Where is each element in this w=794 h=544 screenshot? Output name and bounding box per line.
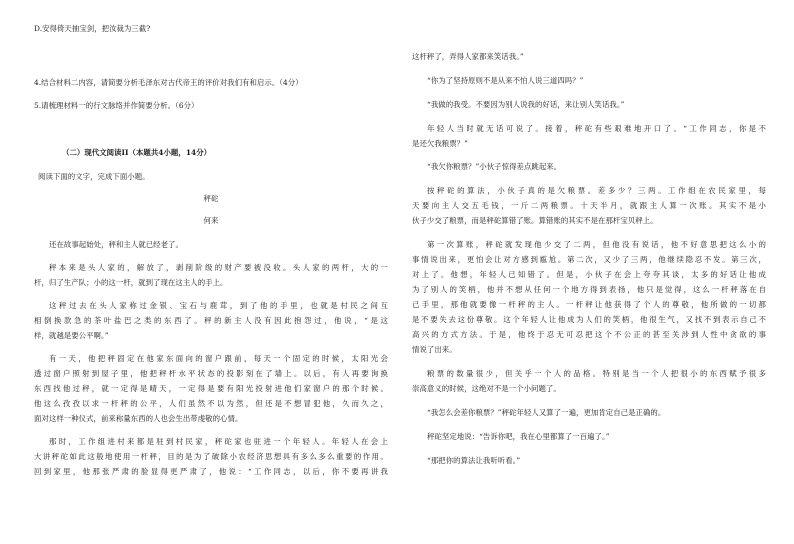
story-title: 秤砣 (203, 194, 219, 203)
paragraph-line: 东西找他过秤，就一定得是晴天，一定得是要有阳光投射进他们家窗户的那个时候。 (34, 384, 388, 393)
question-4: 4.结合材料二内容，请简要分析毛泽东对古代帝王的评价对我们有和启示。（4分） (34, 78, 303, 87)
paragraph-line: 回到家里，他那张严肃的脸显得更严肃了，他说：“工作同志，以后，你不要再讲我 (34, 467, 388, 476)
paragraph-line: 相倒换款急的茶叶盐巴之类的东西了。秤的新主人没有因此抱怨过，他说，“是这 (34, 316, 388, 325)
paragraph-line: 按秤砣的算法，小伙子真的是欠粮票。差多少？三两。工作组在农民家里，每 (427, 186, 766, 195)
paragraph-line: “你为了坚持原则不是从来不怕人说三道四吗？” (427, 76, 584, 85)
paragraph-line: 对上了。他想，年轻人已知错了。但是，小伙子在会上夸夸其谈，太多的好话让他成 (412, 270, 766, 279)
question-option-d: D.安得倚天抽宝剑，把汝裁为三截? (34, 24, 151, 33)
paragraph-line: 还在故事起始处，秤和主人就已经老了。 (49, 240, 183, 249)
paragraph-line: 杆，归了生产队；小的这一杆，就到了现在这主人的手上。 (34, 278, 228, 287)
paragraph-line: 大讲秤砣如此这般地使用一杆秤，目的是为了破除小农经济思想具有多么多么重要的作用。 (34, 452, 388, 461)
paragraph-line: 他这么孜孜以求一杆秤的公平，人们虽然不以为然，但还是不想冒犯他，久而久之， (34, 399, 388, 408)
paragraph-line: “我欠你粮票？”小伙子惊得差点跳起来。 (427, 162, 562, 171)
paragraph-line: 是不要失去这份尊敬。这个年轻人让他成为人们的笑柄，他很生气，又找不到表示自己不 (412, 315, 766, 324)
paragraph-line: 己手里，那他就要像一杆秤的主人。一杆秤让他获得了个人的尊敬，他所做的一切都 (412, 300, 766, 309)
paragraph-line: “我做的我受。不要因为别人说我的好话，来让别人笑话我。” (427, 100, 625, 109)
paragraph-line: 透过窗户照射到屋子里，他把秤杆水平状态的投影刻在了墙上。以后，有人再要询换 (34, 369, 388, 378)
paragraph-line: 秤本来是头人家的，解放了，剥削阶级的财产要被没收。头人家的两杆，大的一 (49, 263, 388, 272)
paragraph-line: 崇高意义的时候，这绝对不是一个小问题了。 (412, 384, 561, 393)
paragraph-line: 样，就越是要公平啊。” (34, 331, 109, 340)
paragraph-line: 这秤过去在头人家称过金银、宝石与鹿茸，到了他的手里，也就是村民之间互 (49, 301, 388, 310)
paragraph-line: 天要向主人交五毛钱，一斤二两粮票。十天半月，就跟主人算一次账。其实不是小 (412, 201, 766, 210)
paragraph-line: 年轻人当时就无话可说了。接着，秤砣有些艰难地开口了。“工作同志，你是不 (427, 124, 766, 133)
reading-instruction: 阅读下面的文字，完成下面小题。 (38, 172, 150, 181)
paragraph-line: 秤砣坚定地说：“告诉你吧，我在心里都算了一百遍了。” (427, 432, 610, 441)
paragraph-line: 这杆秤了，弄得人家都来笑话我。” (412, 52, 524, 61)
paragraph-line: “我怎么会差你粮票？”秤砣年轻人又算了一遍，更加肯定自己是正确的。 (427, 408, 666, 417)
paragraph-line: 情说了出来。 (412, 345, 457, 354)
paragraph-line: 面对这样一种仪式，前来称量东西的人也会生出带虔敬的心情。 (34, 414, 243, 423)
section-heading: （二）现代文阅读II（本题共4小题，14分） (62, 148, 212, 157)
paragraph-line: “那把你的算法让我听听看。” (427, 456, 521, 465)
paragraph-line: 伙子少交了粮票，而是秤砣算错了账。算错账的其实不是在那杆宝贝秤上。 (412, 216, 658, 225)
paragraph-line: 是还欠我粮票？” (412, 139, 468, 148)
paragraph-line: 那时，工作组进村来都是驻到村民家，秤砣家也驻进一个年轻人。年轻人在会上 (49, 437, 388, 446)
paragraph-line: 为了别人的笑柄，他并不想从任何一个地方得到表扬，他只是觉得，这么一杆秤落在自 (412, 285, 766, 294)
paragraph-line: 高兴的方式方法。于是，他终于忍无可忍把这个不公正的甚至关涉到人性中贪欲的事 (412, 330, 766, 339)
paragraph-line: 事情说出来，更怕会让对方感到尴尬。第二次，又少了三两，他继续隐忍不发。第三次， (412, 255, 766, 264)
paragraph-line: 有一天，他把秤固定在他家东面向的窗户跟前，每天一个固定的时候，太阳光会 (49, 354, 388, 363)
paragraph-line: 第一次算账，秤砣就发现他少交了二两，但他没有说话，他不好意思把这么小的 (427, 240, 766, 249)
story-author: 何来 (203, 216, 219, 225)
question-5: 5.请梳理材料一的行文脉络并作简要分析。（6分） (34, 101, 199, 110)
paragraph-line: 粮票的数量很少，但关乎一个人的品格。特别是当一个人把很小的东西赋予很多 (427, 369, 766, 378)
